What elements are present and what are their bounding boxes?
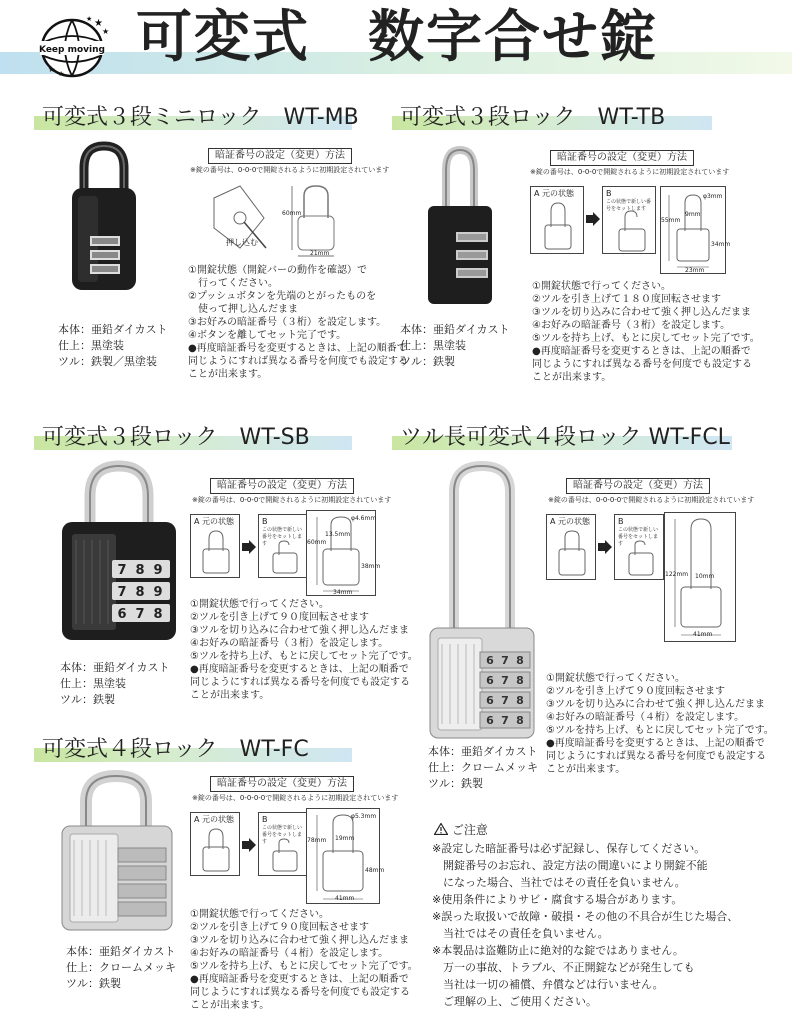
arrow-right-icon bbox=[242, 838, 256, 852]
instruction-note: ※錠の番号は、0-0-0-0で開錠されるように初期設定されています bbox=[192, 794, 399, 802]
dimension-label: 9mm bbox=[685, 211, 701, 218]
instruction-title: 暗証番号の設定（変更）方法 bbox=[208, 148, 352, 164]
diagram-dimensions bbox=[660, 186, 731, 274]
spec-line: ツル：鉄製 bbox=[66, 977, 121, 990]
diagram-state-b bbox=[258, 812, 308, 876]
diagram-label: 元の状態 bbox=[542, 189, 575, 198]
instruction-steps bbox=[546, 672, 774, 776]
spec-line: ツル：鉄製 bbox=[60, 693, 115, 706]
spec-line: 仕上：クロームメッキ bbox=[428, 761, 538, 774]
dimension-label: 23mm bbox=[685, 267, 705, 274]
diagram-dimensions bbox=[280, 178, 350, 260]
caution-line: ※設定した暗証番号は必ず記録し、保存してください。 bbox=[432, 842, 706, 855]
instruction-note: ※錠の番号は、0-0-0で開錠されるように初期設定されています bbox=[190, 166, 390, 174]
caution-line: になった場合、当社ではその責任を負いません。 bbox=[432, 876, 686, 889]
caution-line: 当社ではその責任を負いません。 bbox=[432, 927, 609, 940]
step: ③ツルを切り込みに合わせて強く押し込んだまま bbox=[190, 935, 409, 946]
diagram-dimensions bbox=[306, 510, 381, 596]
dial-digit: 7 bbox=[135, 607, 145, 622]
diagram-state-a bbox=[190, 812, 240, 876]
diagram-label: 元の状態 bbox=[202, 517, 235, 526]
caution-heading bbox=[434, 820, 772, 840]
step: ①開錠状態で行ってください。 bbox=[546, 673, 685, 684]
step: 同じようにすれば異なる番号を何度でも設定する bbox=[190, 987, 410, 998]
step: ①開錠状態（開錠バーの動作を確認）で bbox=[188, 265, 367, 276]
step: ②ツルを引き上げて９０度回転させます bbox=[190, 612, 369, 623]
spec-line: 仕上：黒塗装 bbox=[60, 677, 126, 690]
page-title: 可変式 数字合せ錠 bbox=[136, 5, 658, 70]
dial-digit: 9 bbox=[153, 585, 163, 600]
step: ●再度暗証番号を変更するときは、上記の順番で bbox=[532, 346, 751, 357]
step: ②プッシュボタンを先端のとがったものを bbox=[188, 291, 377, 302]
spec-line: 本体：亜鉛ダイカスト bbox=[58, 323, 168, 336]
dial-digit: 7 bbox=[501, 674, 509, 687]
lock-image-wt-sb bbox=[54, 456, 184, 646]
specs-wt-mb bbox=[58, 322, 167, 370]
lock-image-wt-fc bbox=[56, 768, 178, 936]
spec-line: 本体：亜鉛ダイカスト bbox=[400, 323, 510, 336]
spec-line: ツル：鉄製／黒塗装 bbox=[58, 355, 157, 368]
diagram-label: B bbox=[618, 517, 624, 526]
dimension-label: 55mm bbox=[661, 217, 681, 224]
diagram-label: A bbox=[534, 189, 540, 198]
step: ④お好みの暗証番号（３桁）を設定します。 bbox=[190, 638, 389, 649]
caution-line: ※使用条件によりサビ・腐食する場合があります。 bbox=[432, 893, 683, 906]
dial-digit: 8 bbox=[516, 654, 524, 667]
dimension-label: 19mm bbox=[335, 835, 355, 842]
step: ●再度暗証番号を変更するときは、上記の順番で bbox=[190, 664, 409, 675]
caution-line: ご理解の上、ご使用ください。 bbox=[432, 995, 597, 1008]
caution-title: ご注意 bbox=[451, 823, 488, 837]
spec-line: ツル：鉄製 bbox=[400, 355, 455, 368]
dimension-label: φ5.3mm bbox=[351, 813, 377, 820]
diagram-label: B bbox=[262, 815, 268, 824]
step: 行ってください。 bbox=[188, 278, 278, 289]
diagram-label: A bbox=[194, 815, 200, 824]
dial-digit: 7 bbox=[117, 563, 127, 578]
instruction-steps bbox=[190, 908, 418, 1012]
instruction-note: ※錠の番号は、0-0-0-0で開錠されるように初期設定されています bbox=[548, 496, 755, 504]
diagram-state-a bbox=[546, 514, 596, 580]
dimension-label: 38mm bbox=[361, 563, 381, 570]
diagram-state-b bbox=[614, 514, 664, 580]
step: ①開錠状態で行ってください。 bbox=[190, 909, 329, 920]
step: ことが出来ます。 bbox=[532, 372, 612, 383]
dimension-label: 34mm bbox=[711, 241, 731, 248]
instruction-title: 暗証番号の設定（変更）方法 bbox=[550, 150, 694, 166]
dial-digit: 6 bbox=[486, 674, 494, 687]
step: ⑤ツルを持ち上げ、もとに戻してセット完了です。 bbox=[190, 961, 418, 972]
instruction-steps bbox=[532, 280, 760, 384]
caution-line: ※本製品は盗難防止に絶対的な錠ではありません。 bbox=[432, 944, 684, 957]
specs-wt-fcl bbox=[428, 744, 538, 792]
diagram-label: この状態で新しい番号をセットします bbox=[618, 527, 659, 547]
dial-digit: 7 bbox=[117, 585, 127, 600]
step: ●再度暗証番号を変更するときは、上記の順番で bbox=[190, 974, 409, 985]
arrow-right-icon bbox=[586, 212, 600, 226]
step: ⑤ツルを持ち上げ、もとに戻してセット完了です。 bbox=[190, 651, 418, 662]
step: 同じようにすれば異なる番号を何度でも設定する bbox=[532, 359, 752, 370]
lock-image-wt-tb bbox=[418, 144, 502, 310]
dimension-label: 78mm bbox=[307, 837, 327, 844]
dial-digit: 6 bbox=[486, 694, 494, 707]
spec-line: 本体：亜鉛ダイカスト bbox=[60, 661, 170, 674]
step: ③ツルを切り込みに合わせて強く押し込んだまま bbox=[546, 699, 765, 710]
step: ③お好みの暗証番号（３桁）を設定します。 bbox=[188, 317, 387, 328]
dial-digit: 8 bbox=[153, 607, 163, 622]
dial-digit: 6 bbox=[486, 714, 494, 727]
diagram-label: 元の状態 bbox=[202, 815, 235, 824]
diagram-state-b bbox=[258, 514, 308, 578]
section-title: 可変式３段ロック WT-TB bbox=[400, 105, 666, 130]
step: ②ツルを引き上げて１８０度回転させます bbox=[532, 294, 721, 305]
dimension-label: 60mm bbox=[282, 210, 302, 217]
svg-text:★: ★ bbox=[86, 15, 93, 23]
step: 同じようにすれば異なる番号を何度でも設定する bbox=[546, 751, 766, 762]
diagram-label: この状態で新しい番号をセットします bbox=[606, 199, 652, 212]
step: ③ツルを切り込みに合わせて強く押し込んだまま bbox=[190, 625, 409, 636]
dimension-label: φ4.6mm bbox=[351, 515, 377, 522]
dimension-label: 13.5mm bbox=[325, 531, 351, 538]
dimension-label: 41mm bbox=[693, 631, 713, 638]
dial-digit: 9 bbox=[153, 563, 163, 578]
diagram-label: A bbox=[550, 517, 556, 526]
specs-wt-fc bbox=[66, 944, 176, 992]
instruction-note: ※錠の番号は、0-0-0で開錠されるように初期設定されています bbox=[192, 496, 392, 504]
section-header-wt-fc bbox=[34, 736, 352, 762]
instruction-title: 暗証番号の設定（変更）方法 bbox=[210, 776, 354, 792]
caution-line: 開錠番号のお忘れ、設定方法の間違いにより開錠不能 bbox=[432, 859, 708, 872]
diagram-label: この状態で新しい番号をセットします bbox=[262, 527, 303, 547]
step: ことが出来ます。 bbox=[190, 1000, 270, 1011]
step: 同じようにすれば異なる番号を何度でも設定する bbox=[190, 677, 410, 688]
diagram-push-button bbox=[200, 178, 276, 260]
dial-digit: 7 bbox=[501, 654, 509, 667]
logo-text: Keep moving bbox=[39, 45, 105, 55]
diagram-label: 押し込む bbox=[226, 238, 258, 247]
dimension-label: 122mm bbox=[665, 571, 689, 578]
diagram-state-a bbox=[530, 186, 584, 254]
diagram-label: A bbox=[194, 517, 200, 526]
dimension-label: φ3mm bbox=[703, 193, 723, 200]
instruction-title: 暗証番号の設定（変更）方法 bbox=[210, 478, 354, 494]
caution-line: 万一の事故、トラブル、不正開錠などが発生しても bbox=[432, 961, 695, 974]
spec-line: 仕上：黒塗装 bbox=[400, 339, 466, 352]
step: ②ツルを引き上げて９０度回転させます bbox=[546, 686, 725, 697]
step: ことが出来ます。 bbox=[190, 690, 270, 701]
section-header-wt-fcl bbox=[392, 424, 732, 450]
instruction-steps bbox=[190, 598, 418, 702]
dial-digit: 8 bbox=[516, 674, 524, 687]
instruction-note: ※錠の番号は、0-0-0で開錠されるように初期設定されています bbox=[530, 168, 730, 176]
step: ④お好みの暗証番号（４桁）を設定します。 bbox=[190, 948, 389, 959]
specs-wt-sb bbox=[60, 660, 169, 708]
step: ことが出来ます。 bbox=[546, 764, 626, 775]
dial-digit: 7 bbox=[501, 714, 509, 727]
spec-line: ツル：鉄製 bbox=[428, 777, 483, 790]
arrow-right-icon bbox=[598, 540, 612, 554]
diagram-state-a bbox=[190, 514, 240, 578]
svg-text:★: ★ bbox=[102, 27, 110, 36]
diagram-dimensions bbox=[664, 512, 736, 642]
diagram-dimensions bbox=[306, 808, 385, 904]
diagram-state-b bbox=[602, 186, 656, 254]
dimension-label: 48mm bbox=[365, 867, 385, 874]
svg-text:★: ★ bbox=[48, 65, 56, 74]
dimension-label: 21mm bbox=[310, 250, 330, 257]
step: ②ツルを引き上げて９０度回転させます bbox=[190, 922, 369, 933]
dial-digit: 8 bbox=[516, 694, 524, 707]
caution-line: ※誤った取扱いで故障・破損・その他の不具合が生じた場合、 bbox=[432, 910, 739, 923]
step: 使って押し込んだまま bbox=[188, 304, 298, 315]
instruction-title: 暗証番号の設定（変更）方法 bbox=[566, 478, 710, 494]
spec-line: 本体：亜鉛ダイカスト bbox=[428, 745, 538, 758]
section-title: 可変式３段ロック WT-SB bbox=[42, 425, 310, 450]
step: ことが出来ます。 bbox=[188, 369, 268, 380]
step: ⑤ツルを持ち上げ、もとに戻してセット完了です。 bbox=[532, 333, 760, 344]
step: ④ボタンを離してセット完了です。 bbox=[188, 330, 347, 341]
warning-icon bbox=[434, 823, 448, 835]
specs-wt-tb bbox=[400, 322, 509, 370]
lock-image-wt-mb bbox=[64, 138, 144, 298]
dial-digit: 8 bbox=[135, 563, 145, 578]
dial-digit: 7 bbox=[501, 694, 509, 707]
diagram-label: この状態で新しい番号をセットします bbox=[262, 825, 303, 845]
caution-line: 当社は一切の補償、弁償などは行いません。 bbox=[432, 978, 664, 991]
step: ④お好みの暗証番号（４桁）を設定します。 bbox=[546, 712, 745, 723]
dial-digit: 6 bbox=[486, 654, 494, 667]
step: 同じようにすれば異なる番号を何度でも設定する bbox=[188, 356, 408, 367]
section-title: ツル長可変式４段ロック WT-FCL bbox=[400, 425, 730, 450]
step: ●再度暗証番号を変更するときは、上記の順番で bbox=[188, 343, 407, 354]
step: ③ツルを切り込みに合わせて強く押し込んだまま bbox=[532, 307, 751, 318]
dimension-label: 41mm bbox=[335, 895, 355, 902]
step: ④お好みの暗証番号（３桁）を設定します。 bbox=[532, 320, 731, 331]
dial-digit: 6 bbox=[117, 607, 127, 622]
section-title: 可変式４段ロック WT-FC bbox=[42, 737, 309, 762]
lock-image-wt-fcl bbox=[424, 458, 540, 742]
step: ●再度暗証番号を変更するときは、上記の順番で bbox=[546, 738, 765, 749]
svg-text:★: ★ bbox=[94, 18, 103, 29]
spec-line: 仕上：クロームメッキ bbox=[66, 961, 176, 974]
section-header-wt-sb bbox=[34, 424, 352, 450]
globe-logo-icon bbox=[28, 12, 116, 78]
diagram-label: 元の状態 bbox=[558, 517, 591, 526]
svg-text:★: ★ bbox=[58, 70, 65, 78]
step: ⑤ツルを持ち上げ、もとに戻してセット完了です。 bbox=[546, 725, 774, 736]
dimension-label: 60mm bbox=[307, 539, 327, 546]
arrow-right-icon bbox=[242, 540, 256, 554]
dial-digit: 8 bbox=[135, 585, 145, 600]
spec-line: 仕上：黒塗装 bbox=[58, 339, 124, 352]
spec-line: 本体：亜鉛ダイカスト bbox=[66, 945, 176, 958]
section-title: 可変式３段ミニロック WT-MB bbox=[42, 105, 359, 130]
caution-box bbox=[432, 820, 772, 1010]
instruction-steps bbox=[188, 264, 408, 381]
diagram-label: B bbox=[262, 517, 268, 526]
section-header-wt-tb bbox=[392, 104, 712, 130]
dial-digit: 8 bbox=[516, 714, 524, 727]
step: ①開錠状態で行ってください。 bbox=[190, 599, 329, 610]
dimension-label: 10mm bbox=[695, 573, 715, 580]
step: ①開錠状態で行ってください。 bbox=[532, 281, 671, 292]
section-header-wt-mb bbox=[34, 104, 359, 130]
diagram-label: B bbox=[606, 189, 612, 198]
dimension-label: 34mm bbox=[333, 589, 353, 596]
